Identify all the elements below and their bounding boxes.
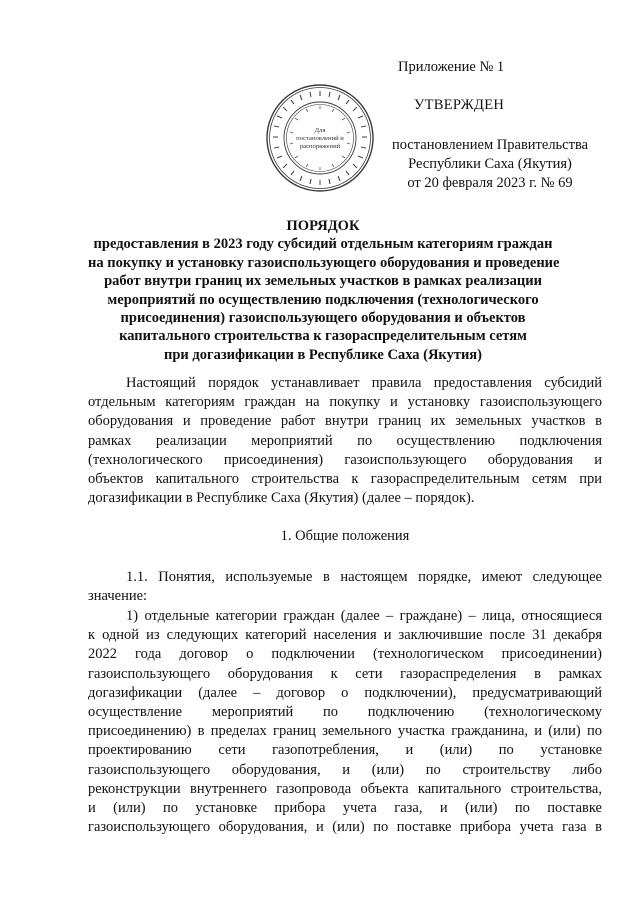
- paragraph-line: к одной из следующих категорий населения и заключившие после 31 декабря: [88, 627, 602, 644]
- paragraph-line: объектов капитального строительства к газораспределительным сетям при: [88, 471, 602, 488]
- title-line: мероприятий по осуществлению подключения (технологического: [107, 291, 539, 308]
- paragraph-line: газоиспользующего оборудования к сети газораспределения в рамках: [88, 665, 602, 682]
- paragraph-line: проектированию сети газопотребления, и (или) по установке: [88, 742, 602, 759]
- paragraph-line: газоиспользующего оборудования, и (или) по поставке прибора учета газа в: [88, 819, 602, 836]
- decree-line: постановлением Правительства: [391, 137, 589, 153]
- paragraph-line: присоединению) в пределах границ земельного участка гражданина, и (или) по: [88, 723, 602, 740]
- section-heading: 1. Общие положения: [280, 528, 410, 544]
- paragraph-line: отдельным категориям граждан на покупку и установку газоиспользующего: [88, 394, 602, 411]
- paragraph-line: догазификации (далее – договор о подключении), предусматривающий: [88, 684, 602, 701]
- title-line: ПОРЯДОК: [286, 218, 360, 234]
- paragraph-line: реконструкции внутреннего газопровода объекта капитального строительства,: [88, 780, 602, 797]
- paragraph-line: догазификации в Республике Саха (Якутия) (далее – порядок).: [88, 490, 475, 507]
- official-seal-stamp: [264, 82, 376, 194]
- appendix-number: Приложение № 1: [398, 59, 505, 75]
- paragraph-line: Настоящий порядок устанавливает правила предоставления субсидий: [126, 375, 602, 391]
- document-title: [88, 217, 558, 364]
- decree-reference: [370, 136, 610, 193]
- title-line: капитального строительства к газораспределительным сетям: [119, 328, 527, 345]
- clause-1-item-1: [88, 607, 602, 837]
- approved-label: УТВЕРЖДЕН: [414, 97, 505, 113]
- title-line: при догазификации в Республике Саха (Якутия): [164, 346, 482, 363]
- paragraph-line: осуществление мероприятий по подключению (технологическому: [88, 704, 602, 721]
- seal-center-text-line: Для: [314, 127, 326, 134]
- paragraph-line: рамках реализации мероприятий по осуществлению подключения: [88, 432, 602, 449]
- paragraph-line: 2022 года договор о подключении (технологическом присоединении): [88, 646, 602, 663]
- title-line: на покупку и установку газоиспользующего оборудования и проведение: [88, 254, 560, 271]
- title-line: предоставления в 2023 году субсидий отдельным категориям граждан: [93, 236, 553, 253]
- paragraph-line: 1) отдельные категории граждан (далее – граждане) – лица, относящиеся: [126, 608, 602, 624]
- decree-line: Республики Саха (Якутия): [408, 156, 572, 172]
- paragraph-line: и (или) по установке прибора учета газа, и (или) по поставке: [88, 800, 602, 817]
- paragraph-line: значение:: [88, 588, 148, 605]
- clause-1-1: [88, 568, 602, 606]
- paragraph-line: оборудования и проведение работ внутри границ их земельных участков в: [88, 413, 602, 430]
- seal-center-text-line: распоряжений: [299, 143, 341, 150]
- seal-center-text-line: постановлений и: [296, 135, 344, 142]
- decree-line: от 20 февраля 2023 г. № 69: [407, 175, 573, 191]
- paragraph-line: газоиспользующего оборудования, и (или) по строительству либо: [88, 761, 602, 778]
- title-line: работ внутри границ их земельных участков в рамках реализации: [104, 273, 542, 290]
- paragraph-line: 1.1. Понятия, используемые в настоящем порядке, имеют следующее: [126, 569, 602, 585]
- title-line: присоединения) газоиспользующего оборудования и объектов: [120, 310, 526, 327]
- intro-paragraph: [88, 374, 602, 508]
- paragraph-line: (технологического присоединения) газоиспользующего оборудования и: [88, 451, 602, 468]
